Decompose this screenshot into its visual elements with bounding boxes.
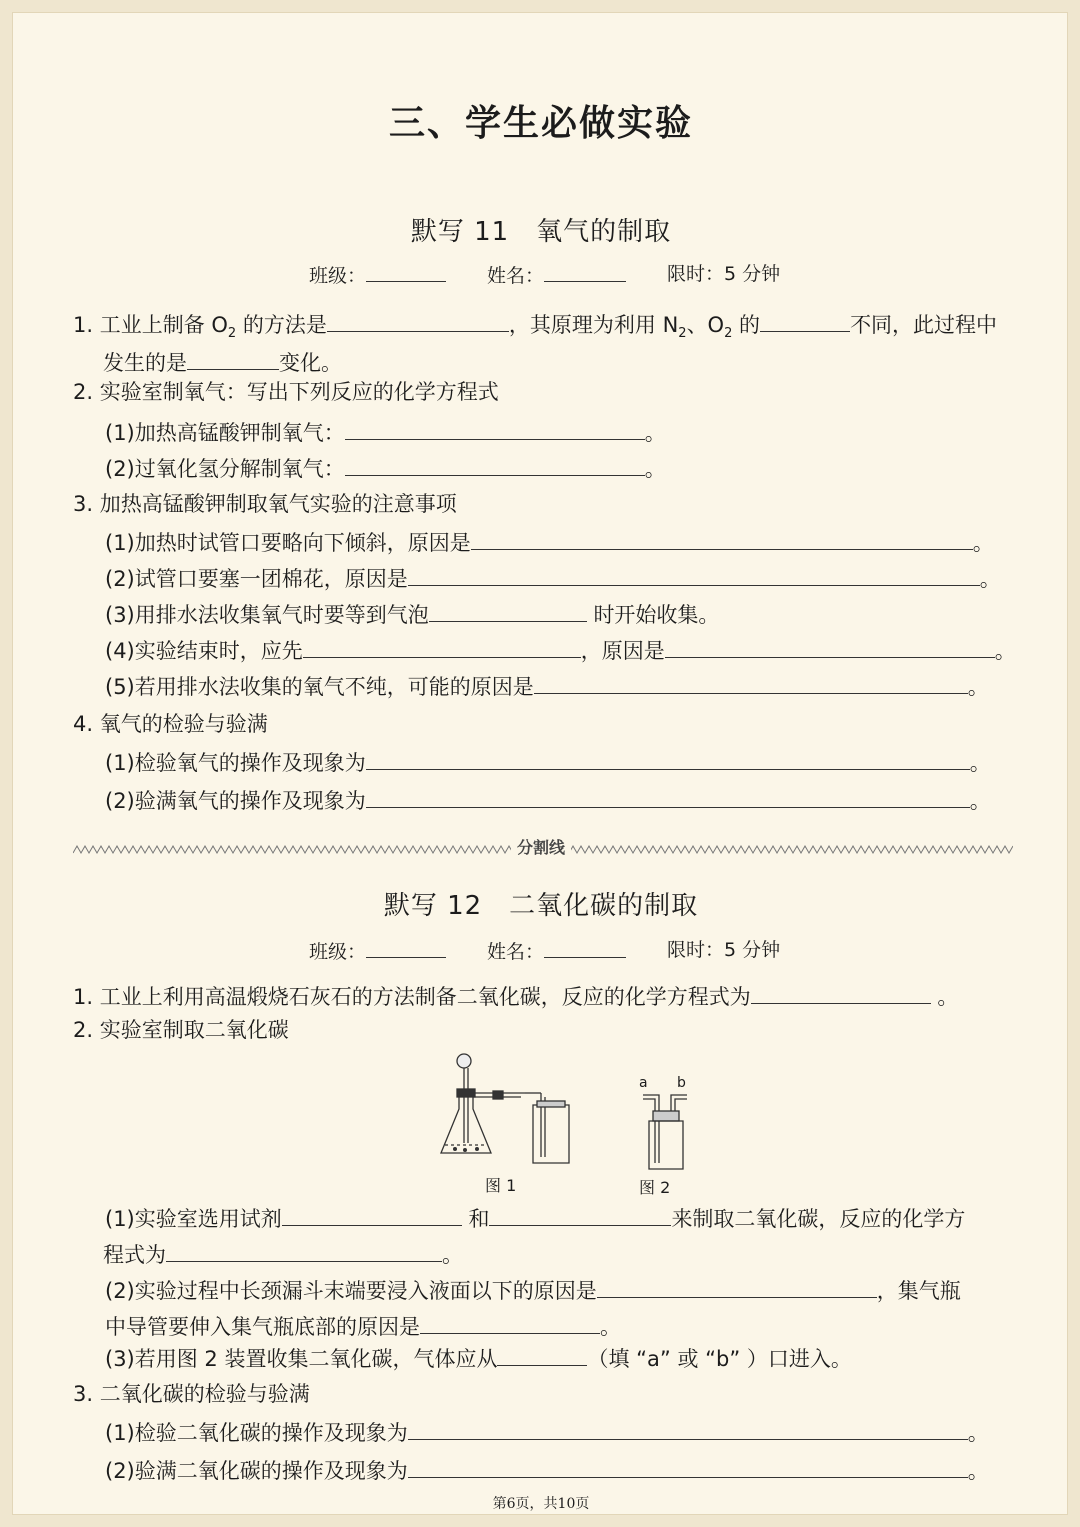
- answer-blank[interactable]: [489, 1203, 671, 1226]
- question-12-2-1-cont: 程式为 。: [103, 1239, 463, 1270]
- class-label: 班级：: [309, 265, 367, 287]
- answer-blank[interactable]: [366, 785, 970, 808]
- question-11-4-1: (1)检验氧气的操作及现象为 。: [105, 747, 991, 778]
- question-11-3-3: (3)用排水法收集氧气时要等到气泡 时开始收集。: [105, 599, 719, 630]
- question-11-2-2: (2)过氧化氢分解制氧气： 。: [105, 453, 666, 484]
- answer-blank[interactable]: [751, 981, 931, 1004]
- answer-blank[interactable]: [597, 1275, 877, 1298]
- question-12-2-2-cont: 中导管要伸入集气瓶底部的原因是 。: [105, 1311, 621, 1342]
- question-12-3-2: (2)验满二氧化碳的操作及现象为 。: [105, 1455, 989, 1486]
- question-12-3: 3. 二氧化碳的检验与验满: [73, 1382, 310, 1406]
- answer-blank[interactable]: [187, 347, 279, 370]
- question-12-2: 2. 实验室制取二氧化碳: [73, 1018, 289, 1042]
- question-11-2: 2. 实验室制氧气：写出下列反应的化学方程式: [73, 380, 499, 404]
- class-field-11[interactable]: [309, 259, 446, 288]
- answer-blank[interactable]: [282, 1203, 462, 1226]
- section-12-title: 默写 12 二氧化碳的制取: [383, 891, 699, 921]
- answer-blank[interactable]: [166, 1239, 442, 1262]
- answer-blank[interactable]: [471, 527, 973, 550]
- class-blank[interactable]: [366, 935, 446, 958]
- question-11-4-2: (2)验满氧气的操作及现象为 。: [105, 785, 991, 816]
- class-label: 班级：: [309, 941, 367, 963]
- answer-blank[interactable]: [345, 453, 645, 476]
- figure-2-label: 图 2: [639, 1178, 671, 1197]
- section-11-title: 默写 11 氧气的制取: [410, 217, 672, 247]
- name-blank[interactable]: [544, 259, 626, 282]
- class-field-12[interactable]: [309, 935, 446, 964]
- answer-blank[interactable]: [327, 309, 509, 332]
- figure-1-apparatus: [433, 1051, 573, 1169]
- question-11-2-1: (1)加热高锰酸钾制氧气： 。: [105, 417, 666, 448]
- answer-blank[interactable]: [665, 635, 995, 658]
- question-11-4: 4. 氧气的检验与验满: [73, 712, 268, 736]
- answer-blank[interactable]: [366, 747, 970, 770]
- answer-blank[interactable]: [345, 417, 645, 440]
- question-11-3: 3. 加热高锰酸钾制取氧气实验的注意事项: [73, 492, 457, 516]
- time-limit-12: 限时：5 分钟: [667, 939, 781, 961]
- figure-2-apparatus: [635, 1091, 695, 1173]
- name-field-12[interactable]: [487, 935, 626, 964]
- question-12-2-3: (3)若用图 2 装置收集二氧化碳，气体应从 （填 “a” 或 “b” ）口进入。: [105, 1343, 852, 1374]
- question-12-1: 1. 工业上利用高温煅烧石灰石的方法制备二氧化碳，反应的化学方程式为 。: [73, 981, 958, 1012]
- question-12-2-2: (2)实验过程中长颈漏斗末端要浸入液面以下的原因是 ，集气瓶: [105, 1275, 961, 1306]
- answer-blank[interactable]: [429, 599, 587, 622]
- answer-blank[interactable]: [408, 1455, 968, 1478]
- name-label: 姓名：: [487, 941, 545, 963]
- name-field-11[interactable]: [487, 259, 626, 288]
- time-limit-11: 限时：5 分钟: [667, 263, 781, 285]
- figure-2-b-label: b: [677, 1075, 686, 1091]
- question-11-3-5: (5)若用排水法收集的氧气不纯，可能的原因是 。: [105, 671, 989, 702]
- question-11-1: 1. 工业上制备 $O_2$ 的方法是 ，其原理为利用 $N_2$、$O_2$ 的 不同，此过程中: [73, 309, 997, 349]
- name-label: 姓名：: [487, 265, 545, 287]
- question-12-2-1: (1)实验室选用试剂 和 来制取二氧化碳，反应的化学方: [105, 1203, 965, 1234]
- answer-blank[interactable]: [420, 1311, 600, 1334]
- divider-label: 分割线: [13, 835, 1069, 858]
- answer-blank[interactable]: [760, 309, 850, 332]
- answer-blank[interactable]: [497, 1343, 587, 1366]
- answer-blank[interactable]: [534, 671, 968, 694]
- class-blank[interactable]: [366, 259, 446, 282]
- question-11-3-2: (2)试管口要塞一团棉花，原因是 。: [105, 563, 1001, 594]
- question-11-3-1: (1)加热时试管口要略向下倾斜，原因是 。: [105, 527, 994, 558]
- figure-2-a-label: a: [639, 1075, 648, 1091]
- question-12-3-1: (1)检验二氧化碳的操作及现象为 。: [105, 1417, 989, 1448]
- answer-blank[interactable]: [303, 635, 581, 658]
- question-11-3-4: (4)实验结束时，应先 ，原因是 。: [105, 635, 1016, 666]
- worksheet-page: [12, 12, 1068, 1515]
- question-11-1-cont: 发生的是 变化。: [103, 347, 342, 378]
- name-blank[interactable]: [544, 935, 626, 958]
- page-footer: 第6页，共10页: [492, 1496, 590, 1512]
- figure-1-label: 图 1: [485, 1176, 517, 1195]
- answer-blank[interactable]: [408, 1417, 968, 1440]
- answer-blank[interactable]: [408, 563, 980, 586]
- page-title: 三、学生必做实验: [388, 103, 693, 144]
